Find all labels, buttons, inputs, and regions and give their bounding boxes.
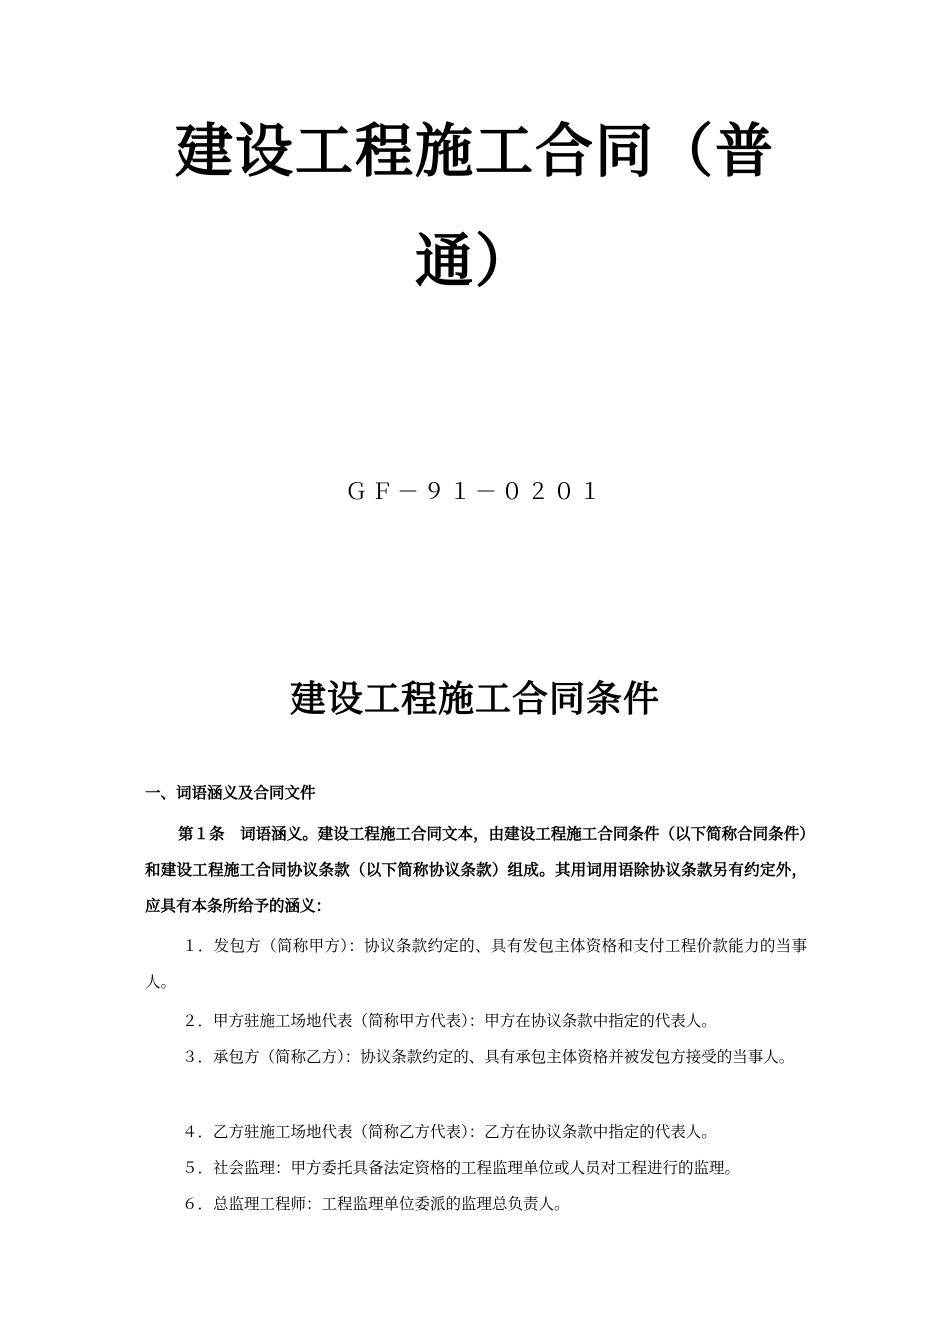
section-heading: 一、词语涵义及合同文件 <box>145 784 316 802</box>
definition-item-6: ６．总监理工程师：工程监理单位委派的监理总负责人。 <box>182 1195 570 1213</box>
document-subtitle: 建设工程施工合同条件 <box>289 678 660 720</box>
definition-item-4: ４．乙方驻施工场地代表（简称乙方代表）：乙方在协议条款中指定的代表人。 <box>182 1123 717 1141</box>
definition-item-2: ２．甲方驻施工场地代表（简称甲方代表）：甲方在协议条款中指定的代表人。 <box>182 1012 717 1030</box>
article-1-paragraph: 第１条 词语涵义。建设工程施工合同文本，由建设工程施工合同条件（以下简称合同条件）和建设工程施工合同协议条款（以下简称协议条款）组成。其用词用语除协议条款另有约定外，应具有本条所给予的涵义： <box>145 825 807 915</box>
document-title-line-2: 通） <box>414 227 535 295</box>
definition-item-3: ３．承包方（简称乙方）：协议条款约定的、具有承包主体资格并被发包方接受的当事人。 <box>182 1048 795 1066</box>
definition-item-5: ５．社会监理：甲方委托具备法定资格的工程监理单位或人员对工程进行的监理。 <box>182 1159 741 1177</box>
document-title-line-1: 建设工程施工合同（普 <box>174 117 775 185</box>
document-code: ＧＦ－９１－０２０１ <box>344 480 605 505</box>
definition-item-1: １．发包方（简称甲方）：协议条款约定的、具有发包主体资格和支付工程价款能力的当事人。 <box>145 937 807 991</box>
